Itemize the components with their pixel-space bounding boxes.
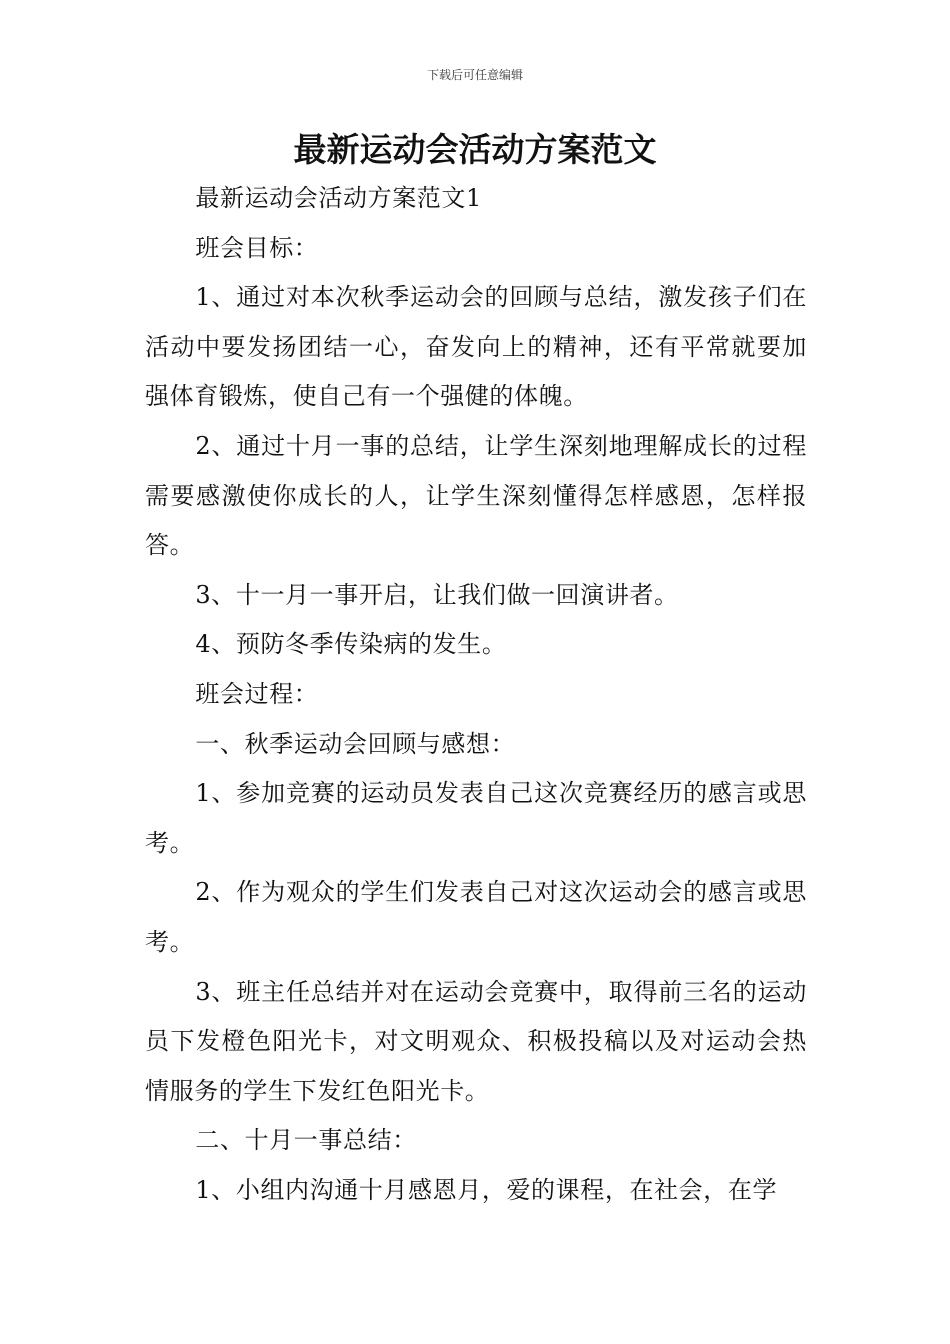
paragraph-goal-3: 3、十一月一事开启，让我们做一回演讲者。 <box>195 580 679 609</box>
paragraph-goal-4: 4、预防冬季传染病的发生。 <box>195 630 507 659</box>
paragraph-section-2-item-1: 1、小组内沟通十月感恩月，爱的课程，在社会，在学 <box>195 1175 778 1204</box>
paragraph-section-1-item-1: 1、参加竞赛的运动员发表自己这次竞赛经历的感言或思考。 <box>145 779 807 857</box>
document-body <box>145 174 807 1215</box>
header-note: 下载后可任意编辑 <box>426 68 523 82</box>
paragraph-goals-heading: 班会目标： <box>195 233 319 262</box>
document-title: 最新运动会活动方案范文 <box>293 130 657 169</box>
paragraph-process-heading: 班会过程： <box>195 679 319 708</box>
paragraph-section-1-item-2: 2、作为观众的学生们发表自己对这次运动会的感言或思考。 <box>145 878 807 956</box>
paragraph-goal-1: 1、通过对本次秋季运动会的回顾与总结，激发孩子们在活动中要发扬团结一心，奋发向上的精神，还有平常就要加强体育锻炼，使自己有一个强健的体魄。 <box>145 283 807 411</box>
paragraph-section-2-heading: 二、十月一事总结： <box>195 1126 417 1155</box>
paragraph-section-1-item-3: 3、班主任总结并对在运动会竞赛中，取得前三名的运动员下发橙色阳光卡，对文明观众、积极投稿以及对运动会热情服务的学生下发红色阳光卡。 <box>145 977 807 1105</box>
paragraph-goal-2: 2、通过十月一事的总结，让学生深刻地理解成长的过程需要感激使你成长的人，让学生深刻懂得怎样感恩，怎样报答。 <box>145 431 807 560</box>
paragraph-section-1-heading: 一、秋季运动会回顾与感想： <box>195 729 516 758</box>
paragraph-subtitle: 最新运动会活动方案范文1 <box>195 184 482 212</box>
